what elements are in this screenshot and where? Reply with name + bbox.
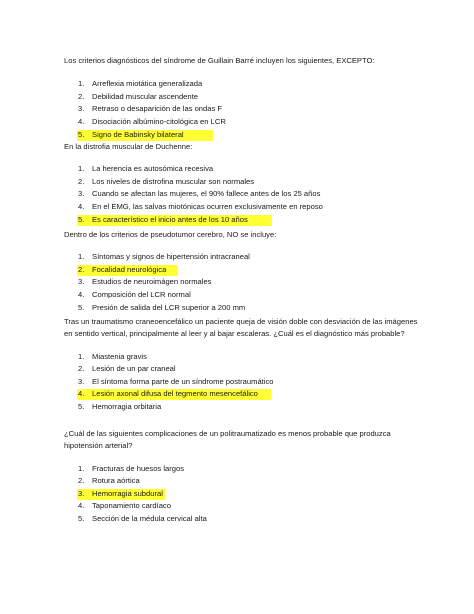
question-text: Tras un traumatismo craneoencefálico un paciente queja de visión doble con desviación de las imágenes en sentido vertical, principalmente al leer y al bajar escaleras. ¿Cuál es el diagnóstico más probable?	[64, 317, 418, 339]
answer-list	[64, 351, 420, 414]
question-text: ¿Cuál de las siguientes complicaciones de un politraumatizado es menos probable que produzca hipotensión arterial?	[64, 429, 391, 451]
answer-item-highlighted: 3. Hemorragia subdural	[64, 488, 420, 501]
question-block-5	[64, 428, 420, 526]
question-text: Dentro de los criterios de pseudotumor cerebro, NO se incluye:	[64, 230, 277, 239]
answer-item-highlighted: 2. Focalidad neurológica	[64, 264, 420, 277]
answer-item: 1. Fracturas de huesos largos	[78, 463, 185, 473]
answer-item: 1. Arreflexia miotática generalizada	[78, 79, 203, 89]
answer-item: 2. Los niveles de distrofina muscular son normales	[78, 176, 255, 186]
answer-item: 5. Presión de salida del LCR superior a 200 mm	[78, 302, 246, 312]
answer-item: 5. Hemorragia orbitaria	[78, 401, 162, 411]
answer-item: 4. Composición del LCR normal	[78, 290, 191, 300]
answer-list	[64, 163, 420, 226]
answer-item: 4. Taponamiento cardíaco	[78, 501, 171, 511]
answer-item: 1. Síntomas y signos de hipertensión intracraneal	[78, 252, 250, 262]
answer-item: 4. Disociación albúmino-citológica en LCR	[78, 117, 226, 127]
answer-list	[64, 251, 420, 314]
answer-item: 1. La herencia es autosómica recesiva	[78, 164, 214, 174]
answer-item-highlighted: 5. Es característico el inicio antes de los 10 años	[64, 214, 420, 227]
answer-item-highlighted: 4. Lesión axonal difusa del tegmento mesencefálico	[64, 388, 420, 401]
answer-item: 3. El síntoma forma parte de un síndrome postraumático	[78, 376, 274, 386]
answer-item: 3. Cuando se afectan las mujeres, el 90% fallece antes de los 25 años	[78, 189, 321, 199]
question-block-4	[64, 316, 420, 414]
answer-item: 5. Sección de la médula cervical alta	[78, 513, 207, 523]
answer-list	[64, 78, 420, 141]
answer-list	[64, 463, 420, 526]
answer-item: 2. Lesión de un par craneal	[78, 364, 176, 374]
question-text: Los criterios diagnósticos del síndrome de Guillain Barré incluyen los siguientes, EXCEPTO:	[64, 56, 375, 65]
answer-item: 1. Miastenia gravis	[78, 351, 147, 361]
answer-item: 2. Rotura aórtica	[78, 476, 140, 486]
question-block-2	[64, 141, 420, 226]
answer-item: 4. En el EMG, las salvas miotónicas ocurren exclusivamente en reposo	[78, 202, 323, 212]
answer-item: 3. Estudios de neuroimágen normales	[78, 277, 212, 287]
answer-item: 2. Debilidad muscular ascendente	[78, 91, 198, 101]
question-block-3	[64, 229, 420, 314]
question-text: En la distrofia muscular de Duchenne:	[64, 142, 193, 151]
question-block-1	[64, 55, 420, 141]
answer-item: 3. Retraso o desaparición de las ondas F	[78, 104, 223, 114]
answer-item-highlighted: 5. Signo de Babinsky bilateral	[64, 129, 420, 142]
